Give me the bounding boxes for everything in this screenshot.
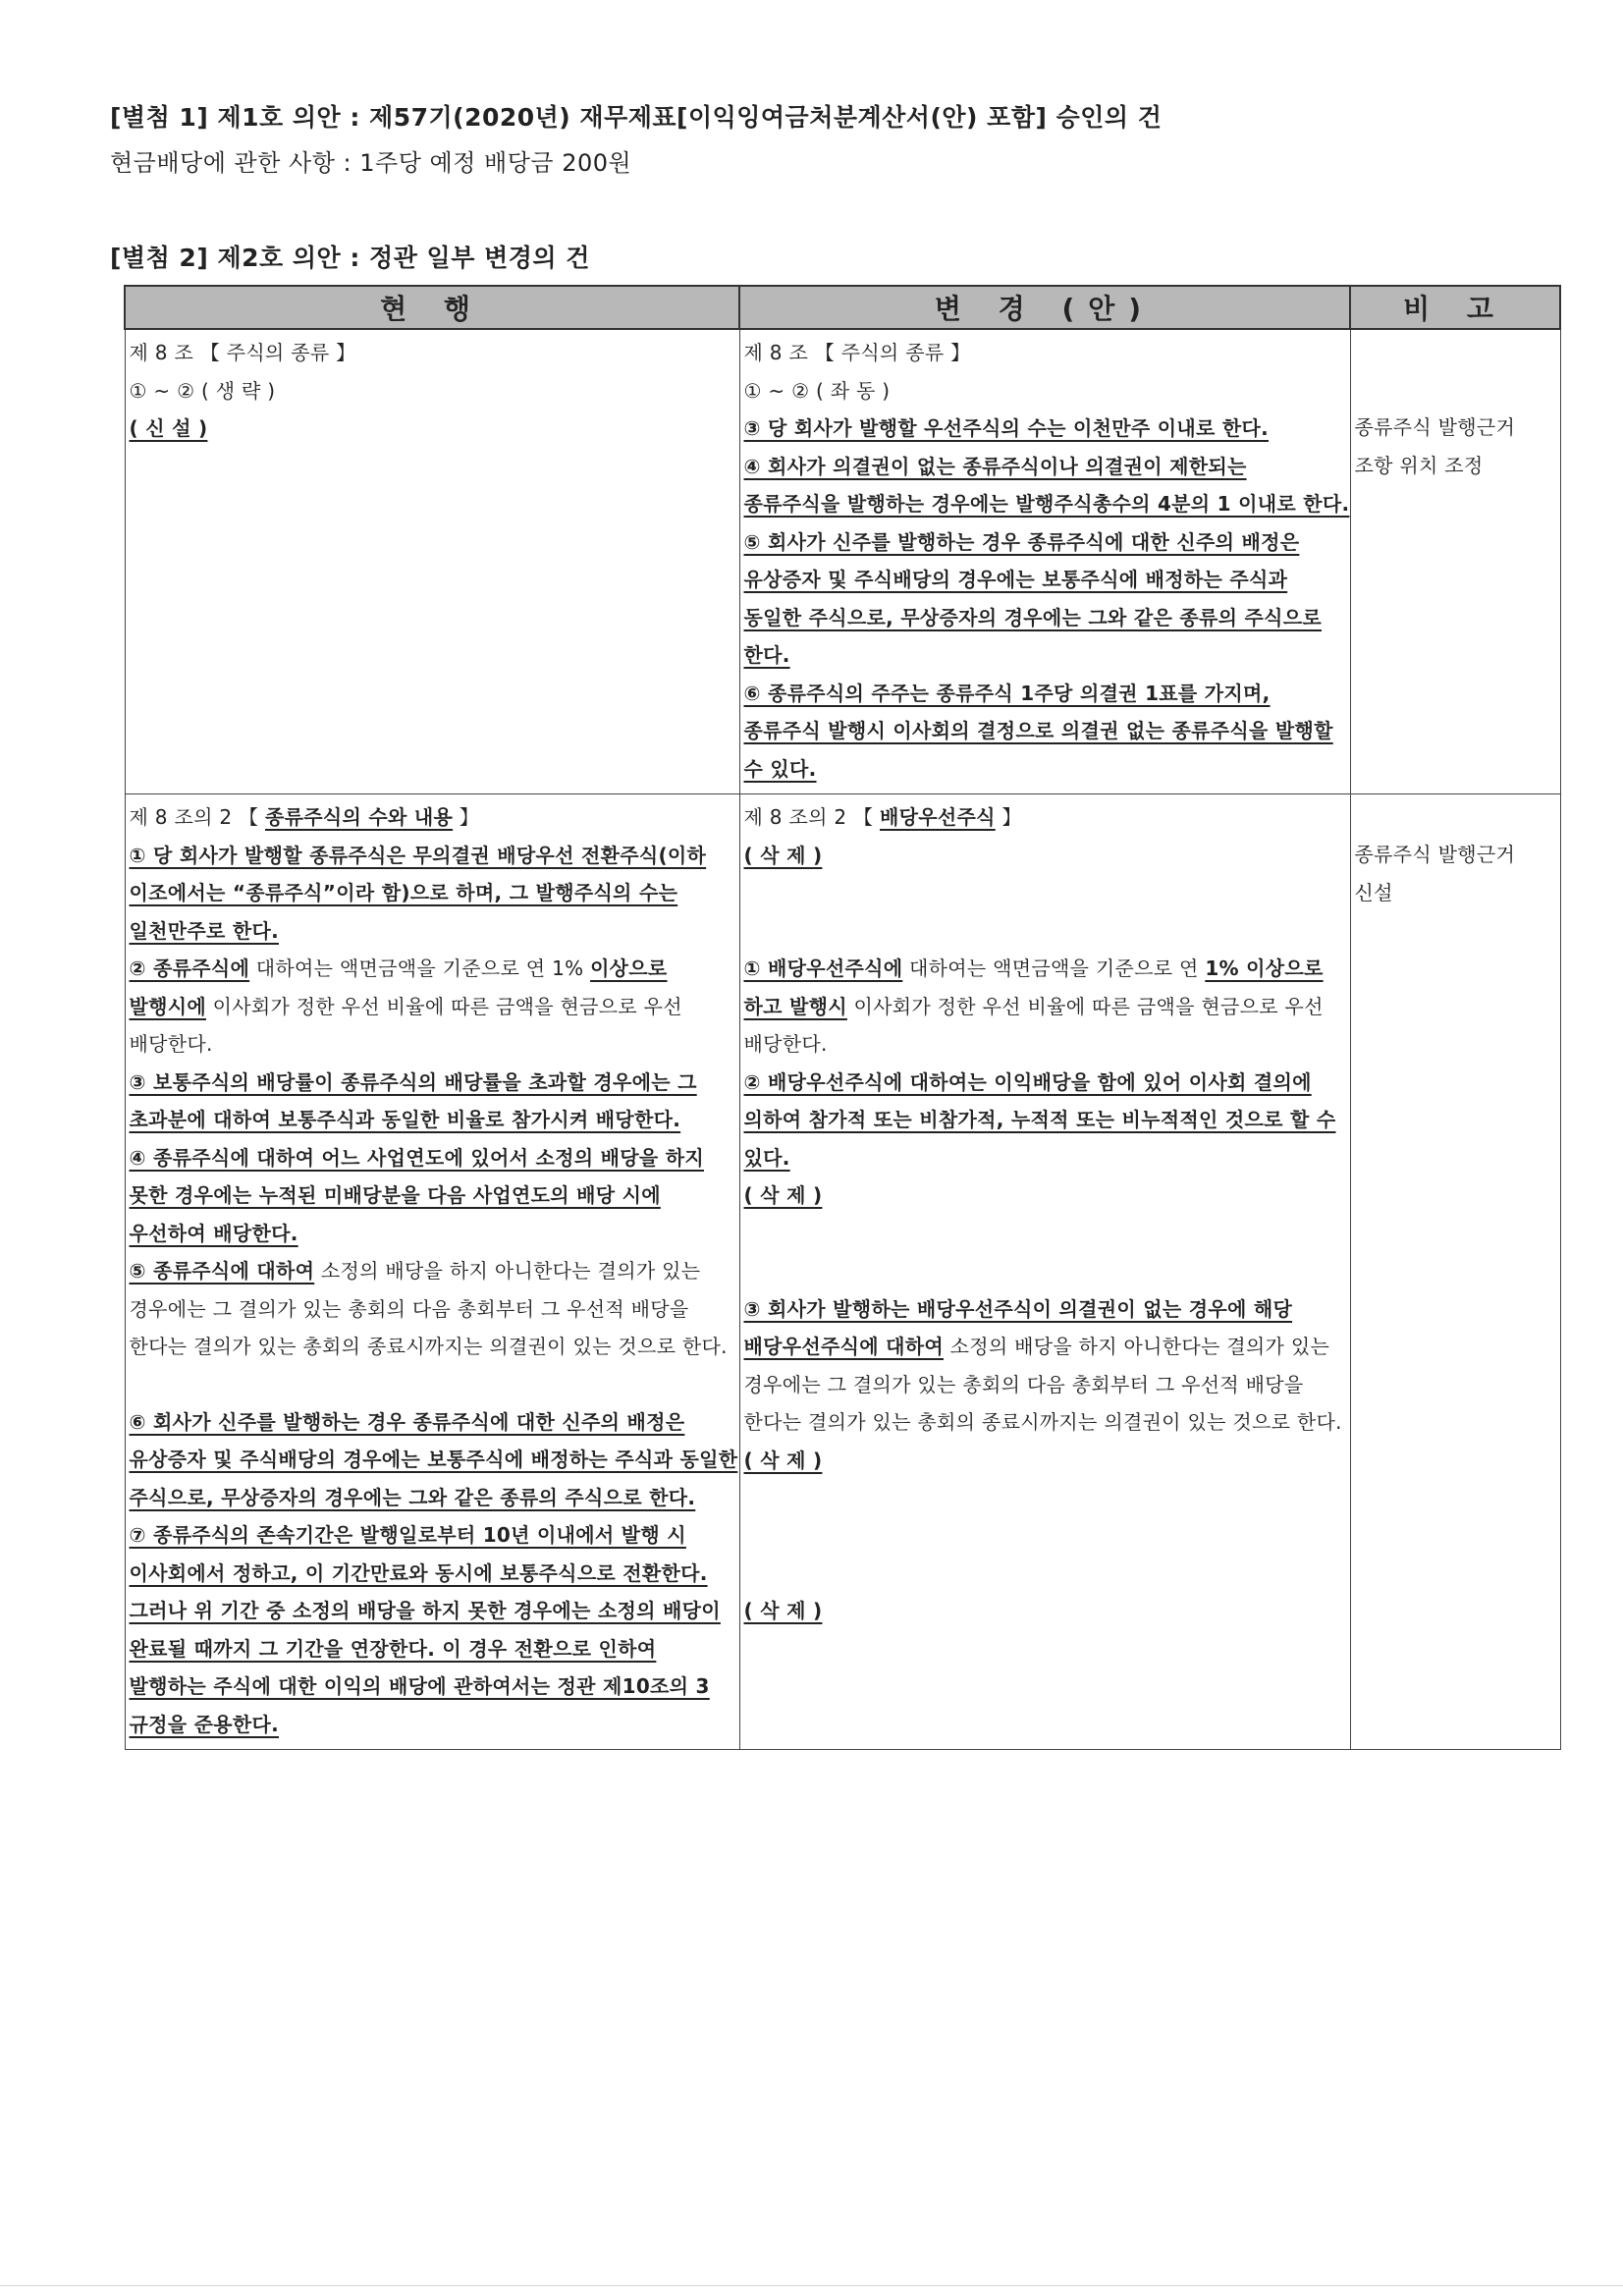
row1-proposed-article: 제 8 조 【 주식의 종류 】 <box>743 341 971 364</box>
header-note: 비 고 <box>1350 286 1560 329</box>
row2-current-p2: ② 종류주식에 대하여는 액면금액을 기준으로 연 1% 이상으로 발행시에 이사회가 정한 우선 비율에 따른 금액을 현금으로 우선 배당한다. <box>129 957 682 1056</box>
row1-current-new: ( 신 설 ) <box>129 416 208 440</box>
row2-current-p6: ⑥ 회사가 신주를 발행하는 경우 종류주식에 대한 신주의 배정은 유상증자 및 주식배당의 경우에는 보통주식에 배정하는 주식과 동일한 주식으로, 무상증자의 경우에는 그와 같은 종류의 주식으로 한다. <box>129 1409 738 1509</box>
header-current: 현 행 <box>125 286 739 329</box>
row2-current-p7: ⑦ 종류주식의 존속기간은 발행일로부터 10년 이내에서 발행 시 이사회에서 정하고, 이 기간만료와 동시에 보통주식으로 전환한다. 그러나 위 기간 중 소정의 배당을 하지 못한 경우에는 소정의 배당이 완료될 때까지 그 기간을 연장한다. 이 경우 전환으로 인하여 발행하는 주식에 대한 이익의 배당에 관하여서는 정관 제10조의 3 규정을 준용한다. <box>129 1523 721 1736</box>
row2-note-cell <box>1350 794 1560 1750</box>
row2-proposed-p1: ① 배당우선주식에 대하여는 액면금액을 기준으로 연 1% 이상으로 하고 발행시 이사회가 정한 우선 비율에 따른 금액을 현금으로 우선 배당한다. <box>743 957 1324 1056</box>
row2-proposed-delete1: ( 삭 제 ) <box>743 843 823 867</box>
amendment-table <box>124 285 1561 1750</box>
row1-proposed-same: ① ~ ② ( 좌 동 ) <box>743 378 891 403</box>
row1-proposed-cell <box>739 329 1350 794</box>
row2-proposed-delete3: ( 삭 제 ) <box>743 1448 823 1472</box>
table-row <box>125 329 1560 794</box>
table-header-row <box>125 286 1560 329</box>
row1-current-omit: ① ~ ② ( 생 략 ) <box>129 378 276 403</box>
row1-proposed-p5: ⑤ 회사가 신주를 발행하는 경우 종류주식에 대한 신주의 배정은 유상증자 및 주식배당의 경우에는 보통주식에 배정하는 주식과 동일한 주식으로, 무상증자의 경우에는 그와 같은 종류의 주식으로 한다. <box>743 529 1322 667</box>
row2-proposed-article: 제 8 조의 2 【 배당우선주식 】 <box>743 805 1022 829</box>
row1-current-cell <box>125 329 739 794</box>
row1-note-cell <box>1350 329 1560 794</box>
table-row <box>125 794 1560 1750</box>
row1-current-article: 제 8 조 【 주식의 종류 】 <box>129 341 356 364</box>
header-proposed: 변 경 (안) <box>739 286 1350 329</box>
attachment2-title: [별첨 2] 제2호 의안 : 정관 일부 변경의 건 <box>110 244 590 272</box>
row2-current-p1: ① 당 회사가 발행할 종류주식은 무의결권 배당우선 전환주식(이하 이조에서는 “종류주식”이라 함)으로 하며, 그 발행주식의 수는 일천만주로 한다. <box>129 843 707 943</box>
row2-current-article: 제 8 조의 2 【 종류주식의 수와 내용 】 <box>129 805 480 829</box>
row2-current-p4: ④ 종류주식에 대하여 어느 사업연도에 있어서 소정의 배당을 하지 못한 경우에는 누적된 미배당분을 다음 사업연도의 배당 시에 우선하여 배당한다. <box>129 1145 704 1245</box>
row2-proposed-p2: ② 배당우선주식에 대하여는 이익배당을 함에 있어 이사회 결의에 의하여 참가적 또는 비참가적, 누적적 또는 비누적적인 것으로 할 수 있다. <box>743 1069 1336 1170</box>
row1-proposed-p3: ③ 당 회사가 발행할 우선주식의 수는 이천만주 이내로 한다. <box>743 416 1269 440</box>
row2-proposed-delete2: ( 삭 제 ) <box>743 1183 823 1207</box>
row1-note: 종류주식 발행근거 조항 위치 조정 <box>1354 415 1516 477</box>
row2-proposed-p3: ③ 회사가 발행하는 배당우선주식이 의결권이 없는 경우에 해당 배당우선주식에 대하여 소정의 배당을 하지 아니한다는 결의가 있는 경우에는 그 결의가 있는 총회의 다음 총회부터 그 우선적 배당을 한다는 결의가 있는 총회의 종료시까지는 의결권이 있는 것으로 한다. <box>743 1296 1342 1434</box>
row1-proposed-p6: ⑥ 종류주식의 주주는 종류주식 1주당 의결권 1표를 가지며, 종류주식 발행시 이사회의 결정으로 의결권 없는 종류주식을 발행할 수 있다. <box>743 681 1333 781</box>
row2-current-p3: ③ 보통주식의 배당률이 종류주식의 배당률을 초과할 경우에는 그 초과분에 대하여 보통주식과 동일한 비율로 참가시켜 배당한다. <box>129 1069 697 1131</box>
row1-proposed-p4: ④ 회사가 의결권이 없는 종류주식이나 의결권이 제한되는 종류주식을 발행하는 경우에는 발행주식총수의 4분의 1 이내로 한다. <box>743 454 1350 516</box>
row2-current-p5: ⑤ 종류주식에 대하여 소정의 배당을 하지 아니한다는 결의가 있는 경우에는 그 결의가 있는 총회의 다음 총회부터 그 우선적 배당을 한다는 결의가 있는 총회의 종료시까지는 의결권이 있는 것으로 한다. <box>129 1259 728 1358</box>
attachment1-title: [별첨 1] 제1호 의안 : 제57기(2020년) 재무제표[이익잉여금처분계산서(안) 포함] 승인의 건 <box>110 103 1163 132</box>
row2-proposed-delete4: ( 삭 제 ) <box>743 1599 823 1622</box>
page-bottom-edge <box>0 2285 1623 2286</box>
row2-note: 종류주식 발행근거 신설 <box>1354 843 1516 904</box>
dividend-info: 현금배당에 관한 사항 : 1주당 예정 배당금 200원 <box>110 149 632 177</box>
row2-current-cell <box>125 794 739 1750</box>
row2-proposed-cell <box>739 794 1350 1750</box>
